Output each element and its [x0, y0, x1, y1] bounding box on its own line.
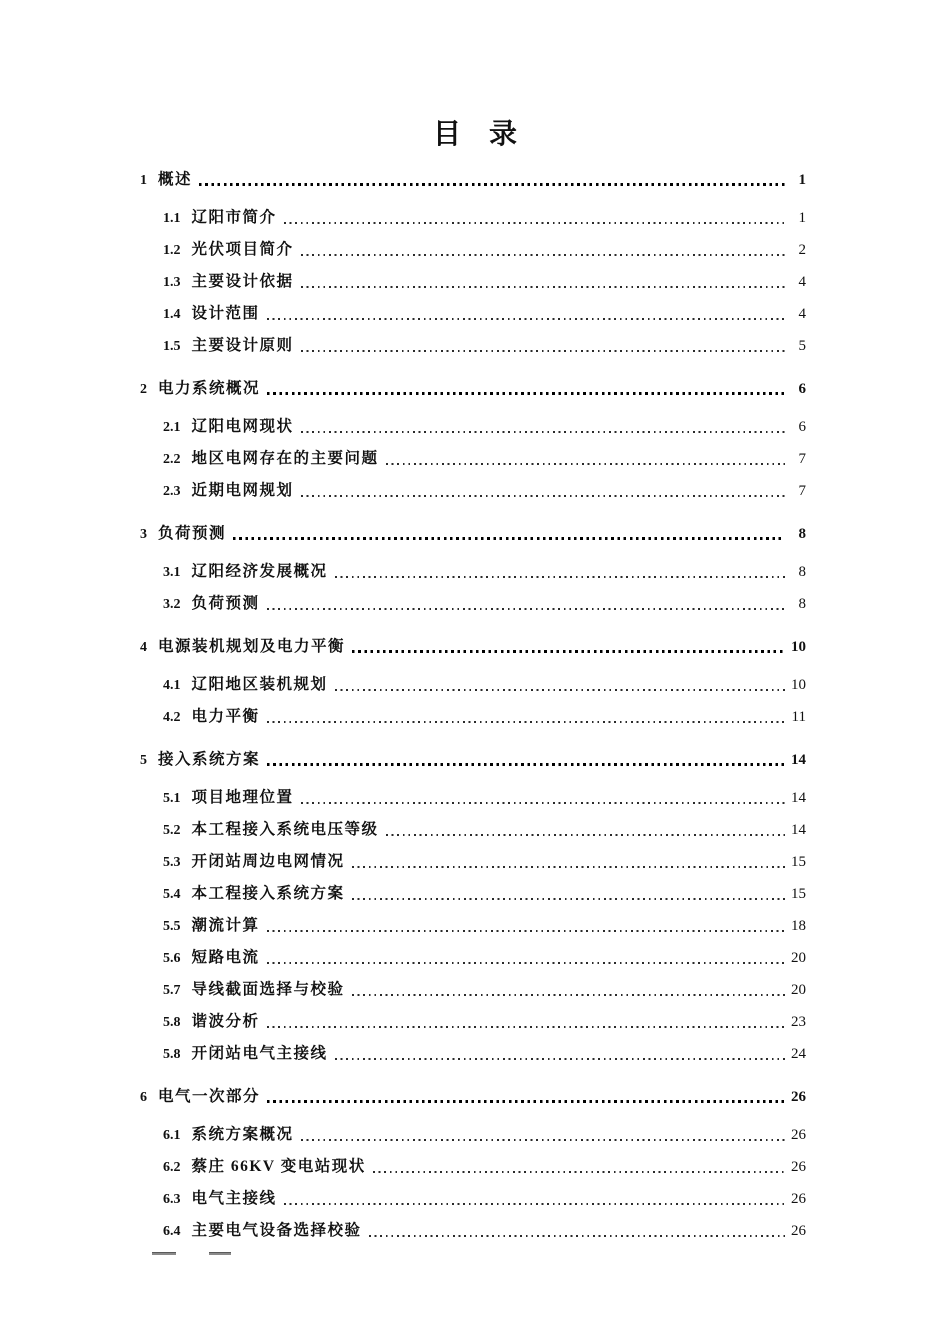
- toc-entry[interactable]: [140, 636, 806, 657]
- toc-entry-page: 14: [791, 790, 806, 806]
- toc-entry-title: 本工程接入系统方案: [191, 885, 345, 902]
- toc-entry-title: 主要设计原则: [191, 337, 294, 354]
- toc-entry-page: 26: [791, 1223, 806, 1239]
- toc-entry-page: 14: [791, 822, 806, 838]
- toc-entry-title: 负荷预测: [158, 525, 227, 542]
- toc-entry[interactable]: [140, 787, 806, 808]
- toc-entry-number: 6.2: [163, 1160, 181, 1175]
- toc-entry[interactable]: [140, 335, 806, 356]
- toc-entry-number: 5.2: [163, 823, 181, 838]
- toc-entry-title: 谐波分析: [191, 1013, 260, 1030]
- dot-leader: [284, 1203, 785, 1205]
- dot-leader: [352, 898, 785, 900]
- toc-list: [140, 169, 806, 1241]
- toc-entry[interactable]: [140, 169, 806, 190]
- toc-entry-title: 地区电网存在的主要问题: [191, 450, 379, 467]
- toc-entry-number: 1.4: [163, 307, 181, 322]
- dot-leader: [301, 1139, 785, 1141]
- toc-entry-title: 潮流计算: [191, 917, 260, 934]
- toc-entry[interactable]: [140, 883, 806, 904]
- dot-leader: [335, 1058, 785, 1060]
- toc-entry-number: 5: [140, 753, 147, 768]
- dot-leader: [301, 286, 785, 288]
- dot-leader: [301, 254, 785, 256]
- toc-entry[interactable]: [140, 749, 806, 770]
- toc-entry[interactable]: [140, 523, 806, 544]
- toc-entry[interactable]: [140, 1220, 806, 1241]
- toc-entry[interactable]: [140, 915, 806, 936]
- dot-leader: [267, 392, 785, 395]
- toc-entry-number: 5.8: [163, 1047, 181, 1062]
- toc-entry-page: 7: [798, 451, 806, 467]
- toc-entry-number: 5.4: [163, 887, 181, 902]
- toc-entry-page: 18: [791, 918, 806, 934]
- toc-entry-number: 5.6: [163, 951, 181, 966]
- toc-entry-title: 系统方案概况: [191, 1126, 294, 1143]
- dot-leader: [233, 537, 785, 540]
- dot-leader: [369, 1235, 785, 1237]
- toc-entry[interactable]: [140, 303, 806, 324]
- toc-entry-title: 开闭站电气主接线: [191, 1045, 328, 1062]
- toc-entry-page: 26: [791, 1159, 806, 1175]
- toc-entry-number: 6.3: [163, 1192, 181, 1207]
- dot-leader: [301, 495, 785, 497]
- toc-entry-title: 光伏项目简介: [191, 241, 294, 258]
- toc-entry-title: 电力系统概况: [158, 380, 261, 397]
- dot-leader: [301, 802, 785, 804]
- toc-entry-title: 接入系统方案: [158, 751, 261, 768]
- dot-leader: [301, 431, 785, 433]
- toc-entry[interactable]: [140, 1156, 806, 1177]
- toc-entry-number: 2: [140, 382, 147, 397]
- toc-entry-number: 6: [140, 1090, 147, 1105]
- toc-entry-page: 6: [798, 381, 806, 397]
- dot-leader: [284, 222, 785, 224]
- toc-entry-number: 1: [140, 173, 147, 188]
- toc-entry-number: 1.5: [163, 339, 181, 354]
- toc-entry-number: 3.2: [163, 597, 181, 612]
- toc-entry[interactable]: [140, 593, 806, 614]
- toc-entry-title: 辽阳电网现状: [191, 418, 294, 435]
- toc-entry-title: 电气主接线: [191, 1190, 277, 1207]
- dot-leader: [301, 350, 785, 352]
- dot-leader: [335, 689, 785, 691]
- toc-entry-number: 4.1: [163, 678, 181, 693]
- toc-entry[interactable]: [140, 448, 806, 469]
- toc-entry-title: 主要设计依据: [191, 273, 294, 290]
- toc-entry-page: 8: [798, 526, 806, 542]
- toc-entry[interactable]: [140, 947, 806, 968]
- toc-entry-page: 26: [791, 1089, 806, 1105]
- toc-entry-title: 导线截面选择与校验: [191, 981, 345, 998]
- toc-entry-number: 5.8: [163, 1015, 181, 1030]
- toc-entry[interactable]: [140, 416, 806, 437]
- dot-leader: [335, 576, 785, 578]
- dot-leader: [352, 866, 785, 868]
- dot-leader: [267, 608, 785, 610]
- dot-leader: [267, 1026, 785, 1028]
- toc-entry-title: 辽阳市简介: [191, 209, 277, 226]
- toc-entry-number: 5.3: [163, 855, 181, 870]
- dot-leader: [352, 994, 785, 996]
- toc-entry[interactable]: [140, 378, 806, 399]
- toc-entry[interactable]: [140, 1188, 806, 1209]
- toc-entry-page: 26: [791, 1191, 806, 1207]
- toc-entry[interactable]: [140, 1043, 806, 1064]
- toc-entry-number: 5.1: [163, 791, 181, 806]
- toc-entry-page: 10: [791, 677, 806, 693]
- toc-entry[interactable]: [140, 1086, 806, 1107]
- toc-entry-number: 6.4: [163, 1224, 181, 1239]
- toc-entry-title: 电源装机规划及电力平衡: [158, 638, 346, 655]
- toc-entry-number: 1.2: [163, 243, 181, 258]
- dot-leader: [267, 721, 785, 723]
- toc-entry-title: 短路电流: [191, 949, 260, 966]
- footer-dash: [209, 1252, 231, 1255]
- toc-entry[interactable]: [140, 851, 806, 872]
- dot-leader: [267, 1100, 785, 1103]
- toc-entry-page: 5: [798, 338, 806, 354]
- toc-entry-page: 26: [791, 1127, 806, 1143]
- toc-entry-page: 24: [791, 1046, 806, 1062]
- toc-entry-title: 项目地理位置: [191, 789, 294, 806]
- dot-leader: [267, 962, 785, 964]
- toc-entry-title: 概述: [158, 171, 193, 188]
- toc-entry[interactable]: [140, 480, 806, 501]
- toc-entry-number: 5.5: [163, 919, 181, 934]
- toc-entry-page: 7: [798, 483, 806, 499]
- toc-entry[interactable]: [140, 706, 806, 727]
- toc-entry-title: 设计范围: [191, 305, 260, 322]
- toc-title: 目 录: [432, 119, 517, 150]
- toc-entry-title: 蔡庄 66KV 变电站现状: [191, 1158, 366, 1175]
- toc-entry-number: 6.1: [163, 1128, 181, 1143]
- toc-entry-page: 15: [791, 854, 806, 870]
- toc-entry-page: 15: [791, 886, 806, 902]
- toc-entry-title: 近期电网规划: [191, 482, 294, 499]
- toc-entry-number: 2.1: [163, 420, 181, 435]
- toc-entry-page: 1: [798, 172, 806, 188]
- toc-entry[interactable]: [140, 561, 806, 582]
- toc-entry[interactable]: [140, 674, 806, 695]
- toc-entry-page: 8: [798, 564, 806, 580]
- toc-entry-page: 20: [791, 950, 806, 966]
- toc-entry-number: 2.2: [163, 452, 181, 467]
- dot-leader: [267, 930, 785, 932]
- toc-entry[interactable]: [140, 207, 806, 228]
- toc-entry-title: 电力平衡: [191, 708, 260, 725]
- toc-entry-page: 4: [798, 274, 806, 290]
- toc-entry-title: 辽阳经济发展概况: [191, 563, 328, 580]
- toc-entry[interactable]: [140, 819, 806, 840]
- dot-leader: [373, 1171, 785, 1173]
- toc-entry-page: 14: [791, 752, 806, 768]
- toc-entry-number: 4: [140, 640, 147, 655]
- toc-entry-number: 4.2: [163, 710, 181, 725]
- toc-entry-title: 辽阳地区装机规划: [191, 676, 328, 693]
- toc-entry-title: 主要电气设备选择校验: [191, 1222, 362, 1239]
- toc-entry-page: 1: [798, 210, 806, 226]
- dot-leader: [352, 650, 785, 653]
- toc-entry[interactable]: [140, 1011, 806, 1032]
- dot-leader: [386, 463, 785, 465]
- dot-leader: [386, 834, 785, 836]
- dot-leader: [267, 763, 785, 766]
- footer-dash: [152, 1252, 176, 1255]
- toc-entry-number: 5.7: [163, 983, 181, 998]
- toc-entry[interactable]: [140, 271, 806, 292]
- toc-entry[interactable]: [140, 239, 806, 260]
- toc-entry[interactable]: [140, 979, 806, 1000]
- dot-leader: [267, 318, 785, 320]
- dot-leader: [199, 183, 785, 186]
- toc-entry-page: 10: [791, 639, 806, 655]
- toc-entry-title: 电气一次部分: [158, 1088, 261, 1105]
- toc-entry-page: 6: [798, 419, 806, 435]
- toc-entry-page: 23: [791, 1014, 806, 1030]
- toc-entry-number: 3: [140, 527, 147, 542]
- toc-entry-number: 3.1: [163, 565, 181, 580]
- toc-entry-page: 2: [798, 242, 806, 258]
- toc-entry-title: 开闭站周边电网情况: [191, 853, 345, 870]
- toc-entry-page: 4: [798, 306, 806, 322]
- toc-entry-page: 20: [791, 982, 806, 998]
- toc-entry-title: 本工程接入系统电压等级: [191, 821, 379, 838]
- toc-entry-title: 负荷预测: [191, 595, 260, 612]
- toc-entry-number: 2.3: [163, 484, 181, 499]
- toc-entry-page: 11: [791, 709, 806, 725]
- toc-entry-number: 1.3: [163, 275, 181, 290]
- toc-entry[interactable]: [140, 1124, 806, 1145]
- toc-entry-number: 1.1: [163, 211, 181, 226]
- toc-entry-page: 8: [798, 596, 806, 612]
